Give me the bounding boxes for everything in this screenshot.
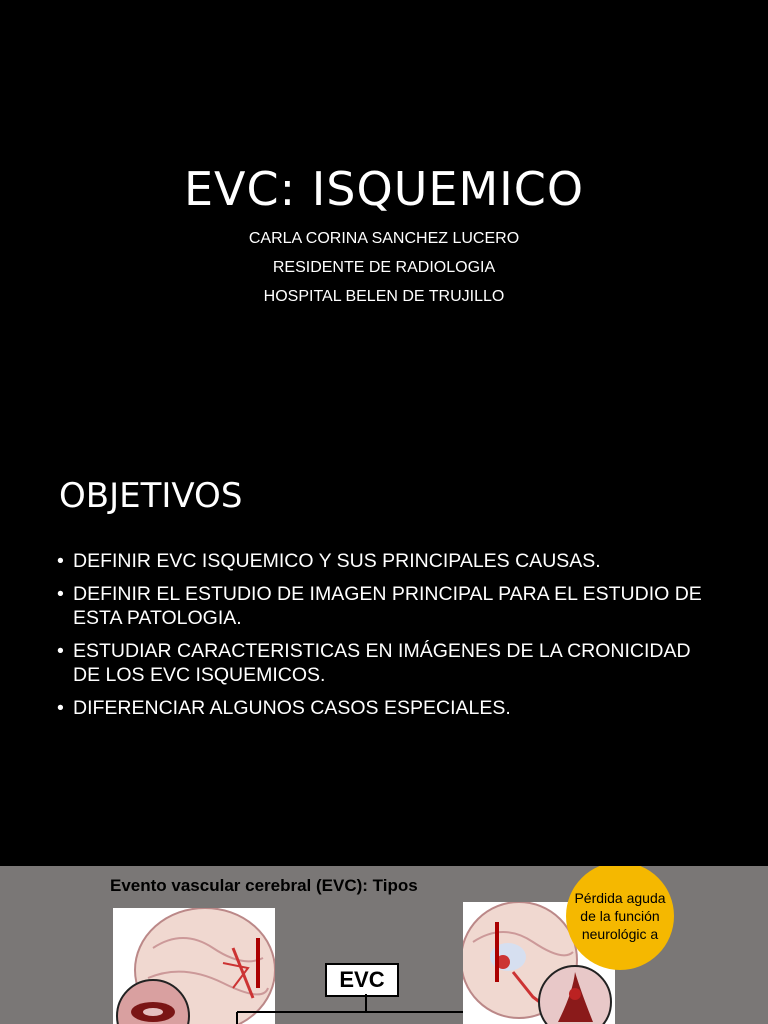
evc-box: EVC xyxy=(325,963,399,997)
author-role: RESIDENTE DE RADIOLOGIA xyxy=(272,259,496,276)
hospital-name: HOSPITAL BELEN DE TRUJILLO xyxy=(263,288,505,305)
objective-item: • ESTUDIAR CARACTERISTICAS EN IMÁGENES DE LA CRONICIDAD DE LOS EVC ISQUEMICOS. xyxy=(57,640,691,686)
slide-title: EVC: ISQUEMICO xyxy=(183,162,585,216)
bullet-icon: • xyxy=(57,550,64,572)
bullet-icon: • xyxy=(57,640,64,662)
objective-item: • DEFINIR EL ESTUDIO DE IMAGEN PRINCIPAL PARA EL ESTUDIO DE ESTA PATOLOGIA. xyxy=(57,583,702,629)
bullet-icon: • xyxy=(57,697,64,719)
neuro-function-loss-bubble: Pérdida aguda de la función neurológic a xyxy=(566,866,674,970)
objectives-title: OBJETIVOS xyxy=(59,476,243,516)
objective-item: • DEFINIR EVC ISQUEMICO Y SUS PRINCIPALES CAUSAS. xyxy=(57,550,601,572)
bullet-icon: • xyxy=(57,583,64,605)
objective-item: • DIFERENCIAR ALGUNOS CASOS ESPECIALES. xyxy=(57,697,511,719)
author-name: CARLA CORINA SANCHEZ LUCERO xyxy=(248,230,520,247)
evc-types-title: Evento vascular cerebral (EVC): Tipos xyxy=(110,876,418,895)
title-slide xyxy=(0,0,768,432)
evc-types-slide xyxy=(0,866,768,1024)
objectives-list xyxy=(57,549,717,729)
